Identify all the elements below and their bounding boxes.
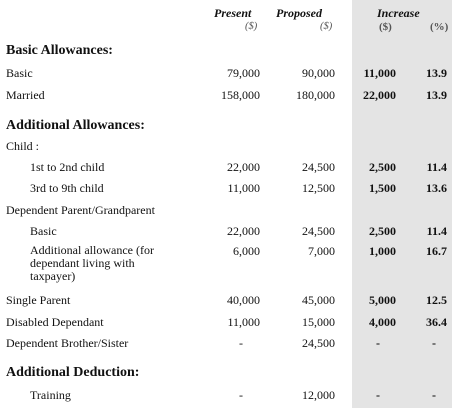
row-increase: 1,500 — [369, 181, 396, 195]
header-present: Present — [214, 6, 252, 20]
row-increase: - — [376, 388, 380, 402]
row-increase: 2,500 — [369, 224, 396, 238]
row-proposed: 12,000 — [302, 388, 335, 402]
row-percent: 13.6 — [426, 181, 447, 195]
row-present: 22,000 — [227, 224, 260, 238]
row-percent: 16.7 — [426, 244, 447, 258]
row-percent: 11.4 — [426, 224, 447, 238]
row-label: 1st to 2nd child — [30, 160, 105, 174]
row-proposed: 24,500 — [302, 160, 335, 174]
row-proposed: 24,500 — [302, 224, 335, 238]
row-present: 40,000 — [227, 293, 260, 307]
row-increase: - — [376, 336, 380, 350]
row-proposed: 45,000 — [302, 293, 335, 307]
row-label: Training — [30, 388, 71, 402]
header-increase-percent: (%) — [430, 21, 449, 33]
row-present: 11,000 — [227, 181, 260, 195]
row-proposed: 15,000 — [302, 315, 335, 329]
row-present: 22,000 — [227, 160, 260, 174]
group-dependent-parent: Dependent Parent/Grandparent — [6, 203, 155, 217]
row-proposed: 24,500 — [302, 336, 335, 350]
row-present: 6,000 — [233, 244, 260, 258]
row-label: Additional allowance (for dependant living with taxpayer) — [30, 243, 154, 283]
section-additional-deduction: Additional Deduction: — [6, 365, 140, 380]
row-proposed: 180,000 — [296, 88, 335, 102]
row-proposed: 90,000 — [302, 66, 335, 80]
row-label: Dependent Brother/Sister — [6, 336, 129, 350]
header-proposed: Proposed — [276, 6, 322, 20]
section-basic-allowances: Basic Allowances: — [6, 43, 113, 58]
row-percent: - — [432, 388, 436, 402]
row-increase: 5,000 — [369, 293, 396, 307]
section-additional-allowances: Additional Allowances: — [6, 118, 145, 133]
row-present: - — [239, 336, 243, 350]
row-percent: - — [432, 336, 436, 350]
row-label: Single Parent — [6, 293, 71, 307]
row-present: - — [239, 388, 243, 402]
row-increase: 4,000 — [369, 315, 396, 329]
row-label: Married — [6, 88, 45, 102]
row-increase: 22,000 — [363, 88, 396, 102]
row-label: Basic — [6, 66, 33, 80]
row-increase: 2,500 — [369, 160, 396, 174]
row-label: Disabled Dependant — [6, 315, 104, 329]
row-proposed: 12,500 — [302, 181, 335, 195]
row-present: 11,000 — [227, 315, 260, 329]
row-percent: 13.9 — [426, 88, 447, 102]
header-increase: Increase — [377, 6, 420, 20]
row-percent: 13.9 — [426, 66, 447, 80]
group-child: Child : — [6, 139, 40, 153]
row-increase: 1,000 — [369, 244, 396, 258]
row-increase: 11,000 — [363, 66, 396, 80]
header-increase-dollars: ($) — [379, 21, 392, 33]
row-percent: 12.5 — [426, 293, 447, 307]
row-percent: 11.4 — [426, 160, 447, 174]
row-proposed: 7,000 — [308, 244, 335, 258]
header-proposed-unit: ($) — [320, 21, 333, 32]
header-present-unit: ($) — [245, 21, 258, 32]
row-present: 79,000 — [227, 66, 260, 80]
row-percent: 36.4 — [426, 315, 447, 329]
row-label: 3rd to 9th child — [30, 181, 104, 195]
row-present: 158,000 — [221, 88, 260, 102]
row-label: Basic — [30, 224, 57, 238]
